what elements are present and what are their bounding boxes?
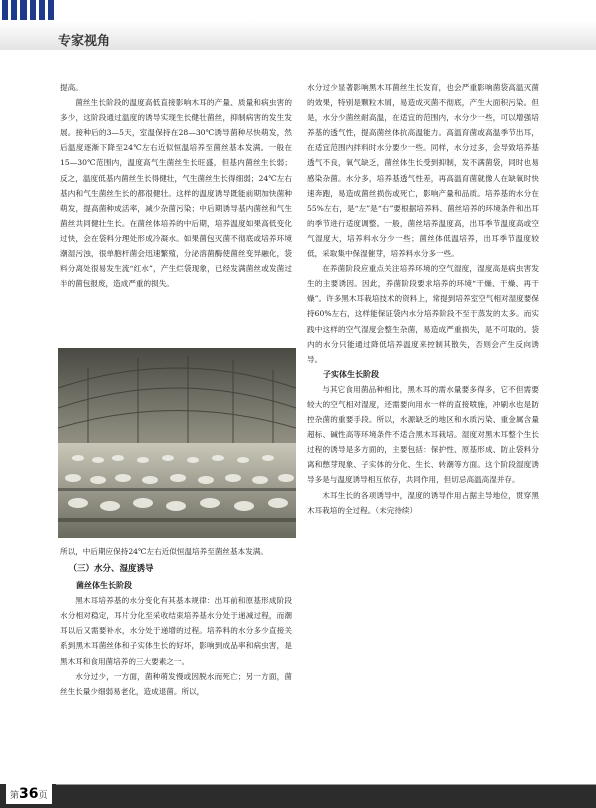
- column-left-bottom: [60, 544, 292, 699]
- paragraph: 与其它食用菌品种相比，黑木耳的需水量要多得多，它不但需要较大的空气相对湿度，还需要向用水一样的直接喷施，冲刷水也是防控杂菌的重要手段。所以，水源缺乏的地区和水质污染、重金属含量超标、碱性高等环境条件不适合黑木耳栽培。湿度对黑木耳整个生长过程的诱导是多方面的，主要包括：保护性、原基形成、防止袋料分离和憋芽现象、子实体的分化、生长、转潮等方面。这个阶段湿度诱导多是与温度诱导相互依存，共同作用，但切忌高温高湿并存。: [307, 384, 539, 485]
- paragraph: 水分过少显著影响黑木耳菌丝生长发育，也会严重影响菌袋高温灭菌的效果，特别是颗粒木屑，易造成灭菌不彻底，产生大面积污染。但是，水分少菌丝耐高温，在适宜的范围内，水分少一些，可以增强培养基的透气性，提高菌丝体抗高温能力。高温育菌或高温季节出耳，在适宜范围内拌料时水分要少一些。同样，水分过多，会导致培养基透气不良，氧气缺乏，菌丝体生长受到抑制，发不满菌袋，同时也易感染杂菌。水分多，培养基透气性差，再高温育菌就像人在缺氧时快速奔跑，易造成菌丝损伤或死亡，影响产量和品质。培养基的水分在55%左右，是“左”是“右”要根据培养料、菌丝培养的环境条件和出耳的季节进行适度调整。一般，菌丝培养温度高，出耳季节温度高或空气湿度大，培养料水分少一些；菌丝体低温培养，出耳季节温度较低，采取集中保湿催芽，培养料水分多一些。: [307, 83, 539, 259]
- greenhouse-mushroom-bags-photo: [58, 348, 296, 538]
- column-right: [307, 80, 539, 518]
- sub-heading: 菌丝体生长阶段: [76, 581, 132, 591]
- header-stripes: [0, 0, 54, 20]
- paragraph: 水分过少，一方面，菌种萌发慢或因脱水而死亡；另一方面，菌丝生长量少细弱易老化，造成退菌。所以，: [60, 671, 292, 696]
- page-number: 第36页: [6, 784, 52, 804]
- paragraph: 菌丝生长阶段的温度高低直接影响木耳的产量、质量和病虫害的多少，这阶段通过温度的诱导实现生长健壮菌丝，抑制病害的发生发展。接种后的3—5天，室温保持在28—30℃诱导菌种尽快萌发，然后温度逐渐下降至24℃左右近似恒温培养至菌丝基本发满。一般在15—30℃范围内，温度高气生菌丝生长旺盛，但基内菌丝生长弱；反之，温度低基内菌丝生长得健壮，气生菌丝生长得细弱；24℃左右基内和气生菌丝生长的都很健壮。这样的温度诱导既能前期加快菌种萌发，提高菌种成活率，减少杂菌污染；中后期诱导基内菌丝和气生菌丝共同健壮生长。在菌丝体培养的中后期，培养温度如果高低变化过快，会在袋料分理处形成冷凝水。如果菌包灭菌不彻底或培养环境潮湿污浊，很单胞杆菌会迅速繁殖，分泌溶菌酶使菌丝变异融化，袋料分离处很易发生流“红水”，产生烂袋现象，已经发满菌丝或发菌过半的菌包报废，造成严重的损失。: [60, 98, 292, 289]
- column-left-top: [60, 80, 292, 291]
- paragraph: 所以，中后期应保持24℃左右近似恒温培养至菌丝基本发满。: [60, 547, 268, 556]
- paragraph: 黑木耳培养基的水分变化有其基本规律：出耳前和原基形成阶段水分相对稳定，耳片分化至采收结束培养基水分处于递减过程，而潮耳以后又需要补水，水分处于递增的过程。培养料的水分多少直接关系到黑木耳菌丝体和子实体生长的好坏，影响到成品率和病虫害，是黑木耳和食用菌培养的三大要素之一。: [60, 596, 292, 666]
- footer-bar: [0, 784, 596, 808]
- sub-heading: 子实体生长阶段: [323, 369, 379, 379]
- paragraph: 木耳生长的各项诱导中，湿度的诱导作用占据主导地位，贯穿黑木耳栽培的全过程。（未完待续）: [307, 490, 539, 515]
- paragraph: 提高。: [60, 83, 83, 92]
- section-title: 专家视角: [58, 34, 111, 49]
- subsection-heading: （三）水分、湿度诱导: [68, 564, 154, 575]
- footer-divider: [56, 784, 596, 785]
- paragraph: 在养菌阶段应重点关注培养环境的空气湿度，湿度高是病虫害发生的主要诱因。因此，养菌阶段要求培养的环境“干燥、干燥、再干燥”。许多黑木耳栽培技术的资料上，常提到培养室空气相对湿度要保持60%左右，这样能保证袋内水分培养阶段不至于蒸发的太多。而实践中这样的空气湿度会整生杂菌，易造成严重损失，是不可取的。袋内的水分只能通过降低培养温度来控制其散失，否则会产生反向诱导。: [307, 264, 539, 364]
